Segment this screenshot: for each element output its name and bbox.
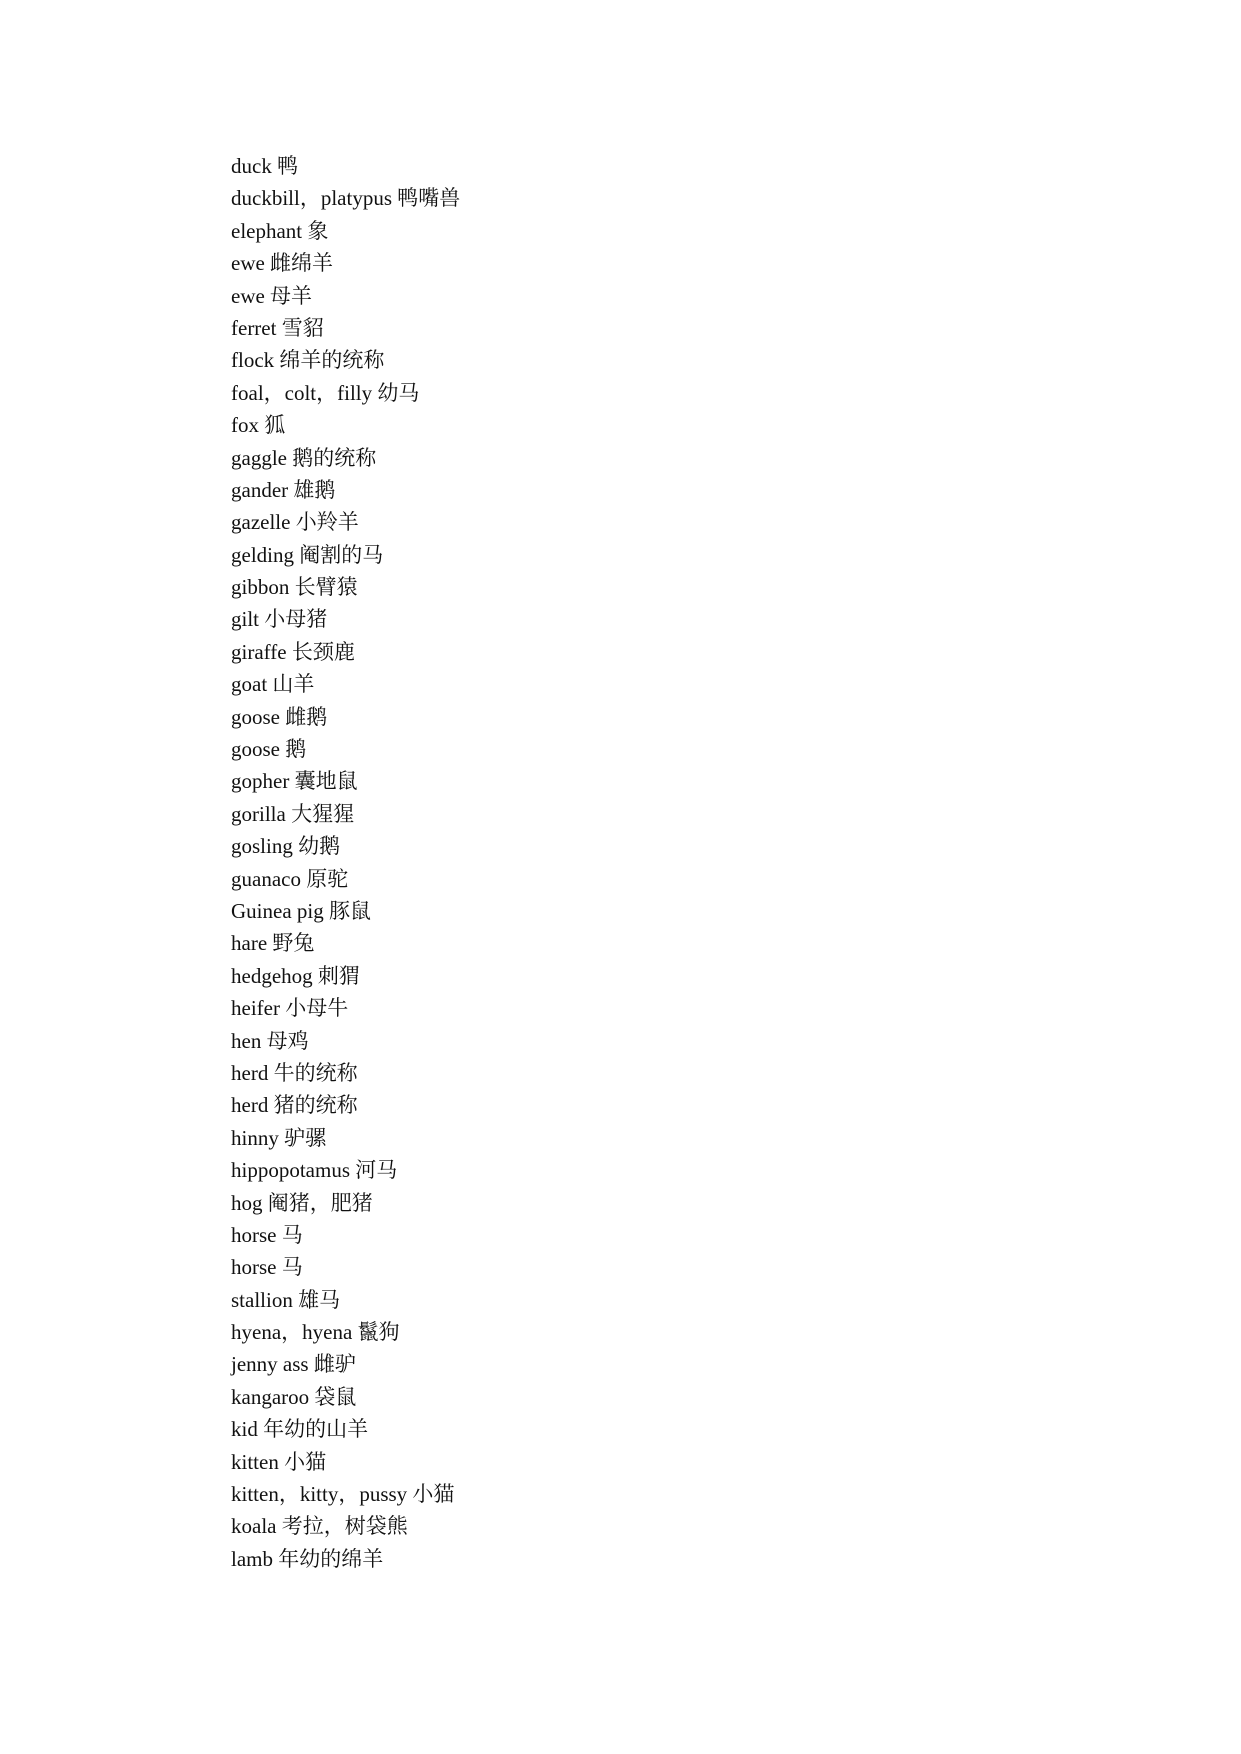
vocabulary-entry: ferret 雪貂 bbox=[231, 315, 324, 340]
vocabulary-entry: jenny ass 雌驴 bbox=[231, 1352, 356, 1377]
vocabulary-entry: hippopotamus 河马 bbox=[231, 1158, 398, 1183]
vocabulary-entry: hinny 驴骡 bbox=[231, 1125, 327, 1150]
vocabulary-entry: kangaroo 袋鼠 bbox=[231, 1384, 357, 1409]
vocabulary-entry: kitten，kitty，pussy 小猫 bbox=[231, 1482, 455, 1507]
vocabulary-entry: goat 山羊 bbox=[231, 672, 315, 697]
vocabulary-entry: foal，colt，filly 幼马 bbox=[231, 380, 420, 405]
vocabulary-entry: gazelle 小羚羊 bbox=[231, 510, 359, 535]
vocabulary-entry: gosling 幼鹅 bbox=[231, 834, 341, 859]
vocabulary-entry: hare 野兔 bbox=[231, 931, 315, 956]
vocabulary-entry: gibbon 长臂猿 bbox=[231, 575, 358, 600]
vocabulary-entry: hyena，hyena 鬣狗 bbox=[231, 1320, 400, 1345]
vocabulary-entry: gilt 小母猪 bbox=[231, 607, 328, 632]
vocabulary-entry: gaggle 鹅的统称 bbox=[231, 445, 377, 470]
vocabulary-entry: flock 绵羊的统称 bbox=[231, 348, 385, 373]
vocabulary-entry: herd 牛的统称 bbox=[231, 1060, 358, 1085]
vocabulary-entry: hog 阉猪，肥猪 bbox=[231, 1190, 373, 1215]
vocabulary-entry: koala 考拉，树袋熊 bbox=[231, 1514, 408, 1539]
vocabulary-entry: stallion 雄马 bbox=[231, 1287, 341, 1312]
vocabulary-entry: ewe 雌绵羊 bbox=[231, 251, 334, 276]
vocabulary-entry: heifer 小母牛 bbox=[231, 996, 349, 1021]
vocabulary-entry: fox 狐 bbox=[231, 413, 286, 438]
vocabulary-entry: herd 猪的统称 bbox=[231, 1093, 358, 1118]
vocabulary-entry: hedgehog 刺猬 bbox=[231, 963, 360, 988]
vocabulary-entry: horse 马 bbox=[231, 1255, 303, 1280]
vocabulary-entry: hen 母鸡 bbox=[231, 1028, 309, 1053]
vocabulary-entry: gopher 囊地鼠 bbox=[231, 769, 358, 794]
vocabulary-entry: gorilla 大猩猩 bbox=[231, 801, 355, 826]
vocabulary-list bbox=[231, 150, 460, 1575]
vocabulary-entry: gander 雄鹅 bbox=[231, 477, 336, 502]
vocabulary-entry: lamb 年幼的绵羊 bbox=[231, 1546, 384, 1571]
vocabulary-entry: guanaco 原驼 bbox=[231, 866, 349, 891]
vocabulary-entry: horse 马 bbox=[231, 1222, 303, 1247]
vocabulary-entry: goose 鹅 bbox=[231, 737, 307, 762]
vocabulary-entry: duckbill，platypus 鸭嘴兽 bbox=[231, 186, 461, 211]
vocabulary-entry: gelding 阉割的马 bbox=[231, 542, 384, 567]
vocabulary-entry: ewe 母羊 bbox=[231, 283, 313, 308]
vocabulary-entry: giraffe 长颈鹿 bbox=[231, 639, 355, 664]
vocabulary-entry: kid 年幼的山羊 bbox=[231, 1417, 369, 1442]
vocabulary-entry: elephant 象 bbox=[231, 218, 329, 243]
vocabulary-entry: duck 鸭 bbox=[231, 154, 299, 178]
vocabulary-entry: goose 雌鹅 bbox=[231, 704, 328, 729]
vocabulary-entry: Guinea pig 豚鼠 bbox=[231, 898, 371, 923]
vocabulary-entry: kitten 小猫 bbox=[231, 1449, 327, 1474]
